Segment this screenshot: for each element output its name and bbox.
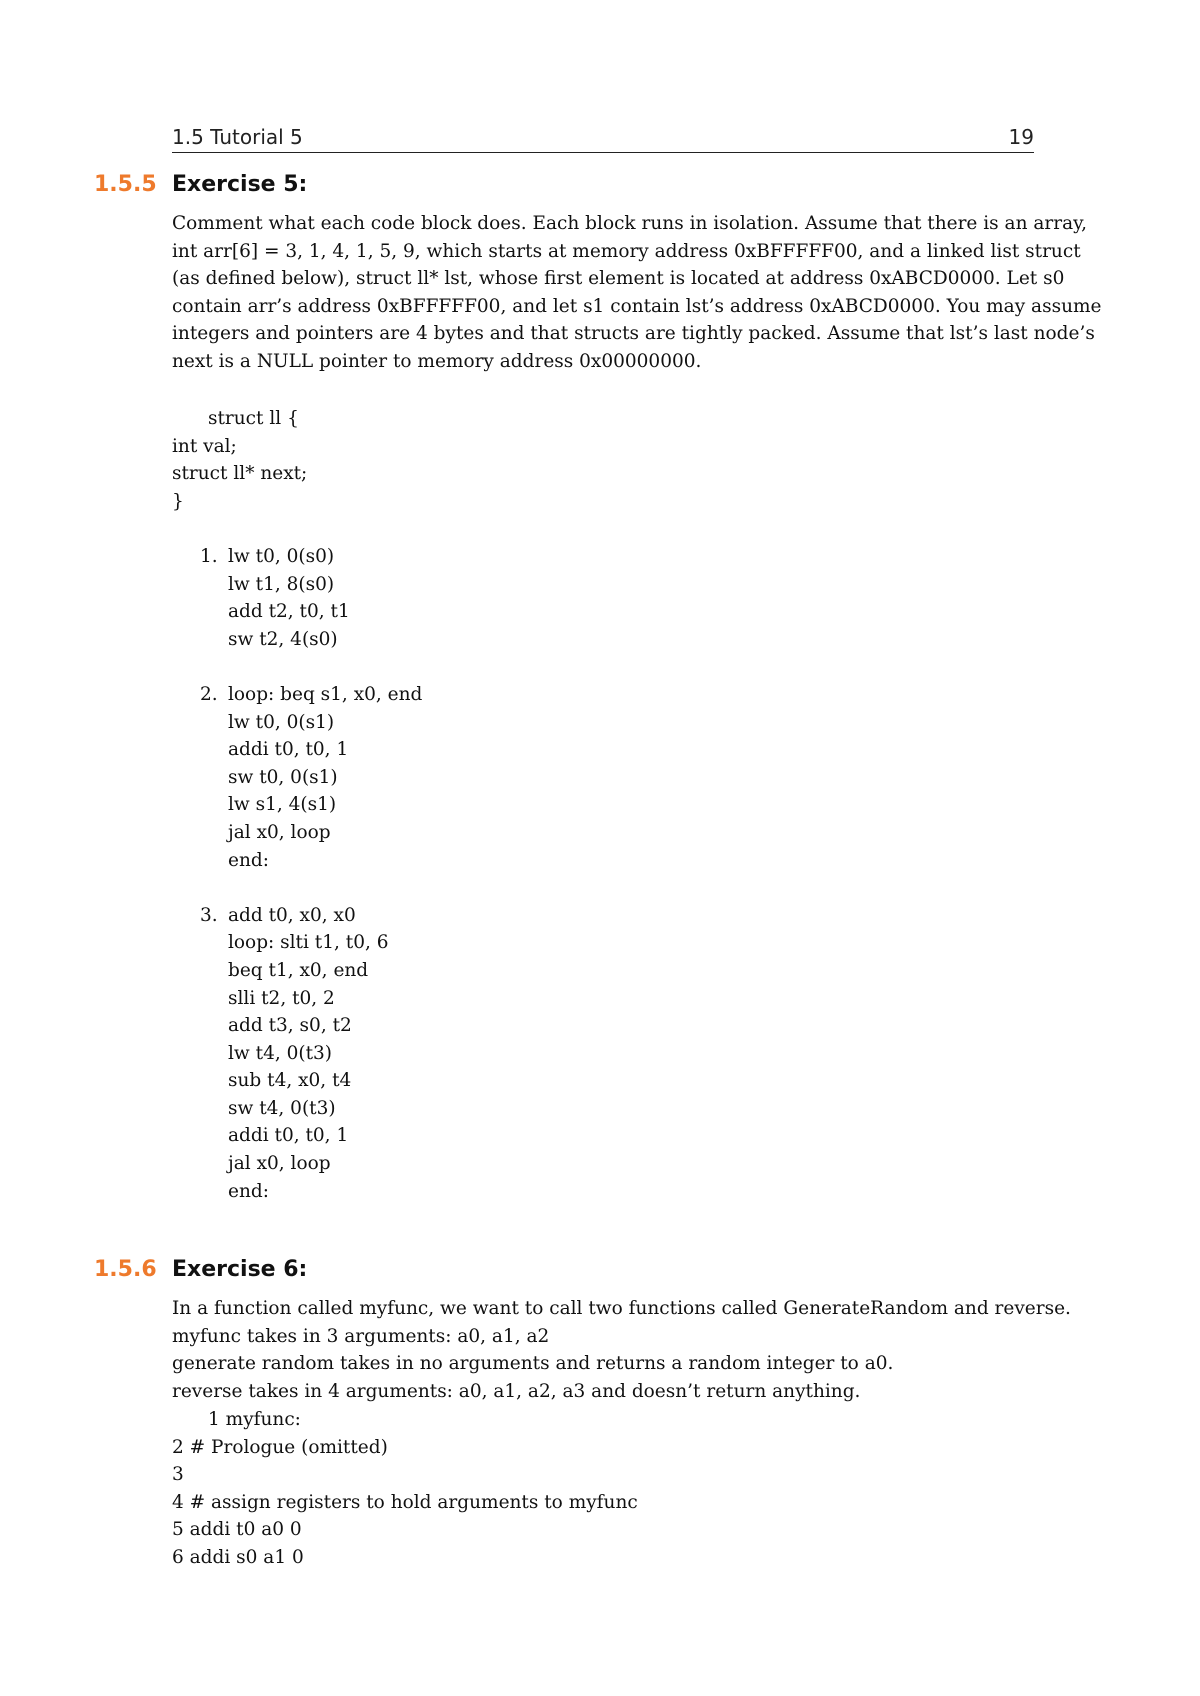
code-line: 6 addi s0 a1 0 <box>172 1546 304 1568</box>
text-line: In a function called myfunc, we want to call two functions called GenerateRandom and reverse. <box>172 1298 1071 1319</box>
code-line: end: <box>228 1180 269 1202</box>
code-line: addi t0, t0, 1 <box>228 1125 349 1147</box>
code-line: sub t4, x0, t4 <box>228 1070 352 1092</box>
code-line: addi t0, t0, 1 <box>228 739 349 761</box>
text-line: reverse takes in 4 arguments: a0, a1, a2, a3 and doesn’t return anything. <box>172 1380 861 1402</box>
code-line: beq t1, x0, end <box>228 959 369 981</box>
paragraph-line: Comment what each code block does. Each block runs in isolation. Assume that there is an array, <box>172 213 1087 234</box>
exercise6-title: Exercise 6: <box>172 1257 308 1282</box>
code-line: lw t0, 0(s1) <box>228 711 335 733</box>
code-line: lw t0, 0(s0) <box>228 546 335 567</box>
text-line: myfunc takes in 3 arguments: a0, a1, a2 <box>172 1325 550 1347</box>
code-line: loop: slti t1, t0, 6 <box>228 932 389 954</box>
code-line: add t0, x0, x0 <box>228 904 356 926</box>
code-line: lw s1, 4(s1) <box>228 794 337 816</box>
struct-line: struct ll { <box>208 408 299 429</box>
paragraph-line: (as defined below), struct ll* lst, whose first element is located at address 0xABCD0000. Let s0 <box>172 268 1065 290</box>
paragraph-line: contain arr’s address 0xBFFFFF00, and let s1 contain lst’s address 0xABCD0000. You may assume <box>172 295 1102 317</box>
exercise6-heading <box>94 1257 307 1282</box>
code-line: lw t1, 8(s0) <box>228 573 335 595</box>
code-line: loop: beq s1, x0, end <box>228 683 423 705</box>
code-line: sw t2, 4(s0) <box>228 628 338 650</box>
exercise6-code <box>172 1406 1042 1572</box>
exercise5-paragraph <box>172 210 1102 376</box>
list-item <box>172 902 422 1206</box>
text-line: generate random takes in no arguments and returns a random integer to a0. <box>172 1353 894 1375</box>
code-line: 4 # assign registers to hold arguments to myfunc <box>172 1491 638 1513</box>
list-item <box>172 543 422 653</box>
list-item-number: 3. <box>200 904 218 926</box>
code-line: 5 addi t0 a0 0 <box>172 1519 302 1541</box>
exercise6-number: 1.5.6 <box>94 1257 157 1282</box>
code-line: sw t4, 0(t3) <box>228 1097 336 1119</box>
code-line: jal x0, loop <box>228 821 331 843</box>
code-block <box>228 543 422 653</box>
exercise5-code-list <box>172 543 422 1233</box>
struct-line: } <box>172 490 184 512</box>
struct-line: struct ll* next; <box>172 463 308 485</box>
header-section-title: 1.5 Tutorial 5 <box>172 125 303 149</box>
running-header <box>172 122 1034 153</box>
code-line: jal x0, loop <box>228 1153 331 1175</box>
struct-line: int val; <box>172 435 237 457</box>
code-line: 2 # Prologue (omitted) <box>172 1436 388 1458</box>
list-item <box>172 681 422 874</box>
code-line: add t2, t0, t1 <box>228 601 350 623</box>
list-item-number: 1. <box>200 546 218 567</box>
code-line: 3 <box>172 1464 184 1486</box>
paragraph-line: int arr[6] = 3, 1, 4, 1, 5, 9, which starts at memory address 0xBFFFFF00, and a linked list struct <box>172 240 1081 262</box>
exercise5-heading <box>94 172 307 197</box>
code-line: 1 myfunc: <box>208 1409 301 1430</box>
code-line: end: <box>228 849 269 871</box>
exercise6-text <box>172 1295 1071 1405</box>
code-line: lw t4, 0(t3) <box>228 1042 333 1064</box>
paragraph-line: next is a NULL pointer to memory address 0x00000000. <box>172 350 702 372</box>
code-block <box>228 902 422 1206</box>
code-line: add t3, s0, t2 <box>228 1015 352 1037</box>
code-line: slli t2, t0, 2 <box>228 987 335 1009</box>
page-number: 19 <box>1008 125 1034 149</box>
exercise5-number: 1.5.5 <box>94 172 157 197</box>
code-block <box>228 681 422 874</box>
code-line: sw t0, 0(s1) <box>228 766 338 788</box>
paragraph-line: integers and pointers are 4 bytes and that structs are tightly packed. Assume that lst’s last node’s <box>172 323 1095 345</box>
exercise5-title: Exercise 5: <box>172 172 308 197</box>
struct-definition <box>172 405 1042 515</box>
list-item-number: 2. <box>200 683 218 705</box>
